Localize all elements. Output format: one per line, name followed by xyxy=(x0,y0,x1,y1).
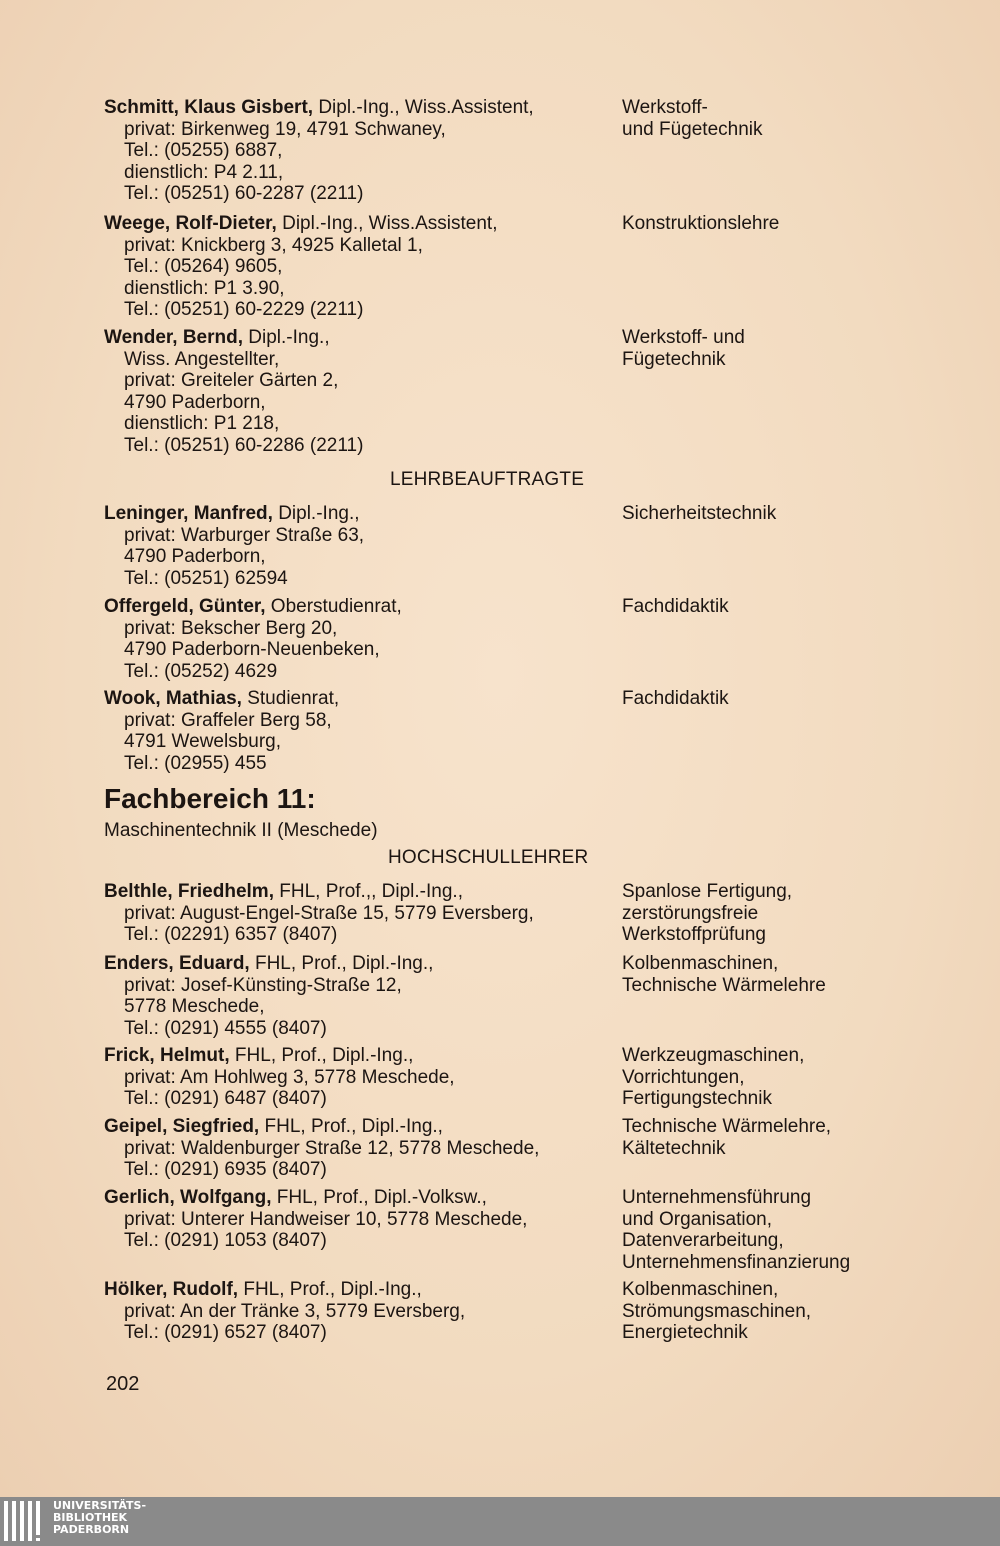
person-title: FHL, Prof., Dipl.-Ing., xyxy=(238,1279,422,1300)
person-title: Dipl.-Ing., xyxy=(243,327,330,348)
entry-line: 4791 Wewelsburg, xyxy=(124,731,282,753)
entry-field xyxy=(622,213,982,235)
entry-field xyxy=(622,1116,982,1159)
entry-details xyxy=(104,213,614,321)
person-name: Offergeld, Günter, xyxy=(104,596,266,617)
entry-line: privat: An der Tränke 3, 5779 Eversberg, xyxy=(124,1300,466,1322)
entry-field xyxy=(622,881,982,946)
person-title: FHL, Prof.,, Dipl.-Ing., xyxy=(273,881,463,902)
field-line: Kältetechnik xyxy=(622,1137,726,1159)
entry-field xyxy=(622,953,982,996)
entry-line: 5778 Meschede, xyxy=(124,996,265,1018)
entry-line: privat: August-Engel-Straße 15, 5779 Eversberg, xyxy=(124,902,534,924)
library-line-2: BIBLIOTHEK xyxy=(53,1511,128,1524)
field-line: und Fügetechnik xyxy=(622,118,763,140)
entry-field xyxy=(622,1045,982,1110)
person-name: Schmitt, Klaus Gisbert, xyxy=(104,97,314,118)
person-title: Studienrat, xyxy=(241,688,340,709)
field-line: zerstörungsfreie xyxy=(622,902,759,924)
field-line: Unternehmensführung xyxy=(622,1187,812,1208)
entry-line: dienstlich: P4 2.11, xyxy=(124,161,284,183)
library-line-3: PADERBORN xyxy=(53,1523,130,1536)
entry-field xyxy=(622,596,982,618)
entry-line: Tel.: (02955) 455 xyxy=(124,752,267,774)
entry-line: privat: Knickberg 3, 4925 Kalletal 1, xyxy=(124,234,423,256)
field-line: Fügetechnik xyxy=(622,348,726,370)
person-name: Frick, Helmut, xyxy=(104,1045,230,1066)
entry-line: Tel.: (02291) 6357 (8407) xyxy=(124,924,338,946)
person-title: FHL, Prof., Dipl.-Volksw., xyxy=(271,1187,487,1208)
field-line: Werkstoff- xyxy=(622,97,708,118)
entry-line: privat: Am Hohlweg 3, 5778 Meschede, xyxy=(124,1066,455,1088)
person-name: Weege, Rolf-Dieter, xyxy=(104,213,277,234)
field-line: Sicherheitstechnik xyxy=(622,503,777,524)
field-line: Energietechnik xyxy=(622,1322,748,1344)
entry-line: privat: Unterer Handweiser 10, 5778 Meschede, xyxy=(124,1208,528,1230)
entry-details xyxy=(104,1279,614,1344)
entry-line: privat: Waldenburger Straße 12, 5778 Meschede, xyxy=(124,1137,540,1159)
entry-line: privat: Graffeler Berg 58, xyxy=(124,709,332,731)
entry-line: Tel.: (05251) 60-2229 (2211) xyxy=(124,299,364,321)
person-name: Hölker, Rudolf, xyxy=(104,1279,239,1300)
entry-field xyxy=(622,97,982,140)
person-title: Dipl.-Ing., xyxy=(272,503,360,524)
entry-details xyxy=(104,503,614,589)
entry-field xyxy=(622,327,982,370)
entry-details xyxy=(104,1187,614,1252)
section-subtitle: Maschinentechnik II (Meschede) xyxy=(104,820,378,841)
entry-line: privat: Greiteler Gärten 2, xyxy=(124,370,339,392)
entry-field xyxy=(622,688,982,710)
entry-details xyxy=(104,688,614,774)
entry-line: Tel.: (05251) 60-2286 (2211) xyxy=(124,434,364,456)
field-line: Fachdidaktik xyxy=(622,596,729,617)
entry-details xyxy=(104,1116,614,1181)
field-line: Werkstoff- und xyxy=(622,327,745,348)
field-line: Spanlose Fertigung, xyxy=(622,881,793,902)
library-footer xyxy=(0,1497,1000,1546)
field-line: Konstruktionslehre xyxy=(622,213,780,234)
entry-line: Tel.: (05255) 6887, xyxy=(124,140,283,162)
entry-line: privat: Bekscher Berg 20, xyxy=(124,617,338,639)
entry-line: 4790 Paderborn-Neuenbeken, xyxy=(124,639,380,661)
entry-line: privat: Birkenweg 19, 4791 Schwaney, xyxy=(124,118,446,140)
entry-field xyxy=(622,503,982,525)
library-name xyxy=(53,1500,146,1536)
field-line: Kolbenmaschinen, xyxy=(622,953,779,974)
page-number: 202 xyxy=(106,1373,140,1395)
entry-line: Tel.: (05251) 62594 xyxy=(124,567,288,589)
person-name: Belthle, Friedhelm, xyxy=(104,881,274,902)
heading-hochschullehrer: HOCHSCHULLEHRER xyxy=(388,847,589,868)
entry-line: Tel.: (05252) 4629 xyxy=(124,660,278,682)
entry-line: Tel.: (0291) 6935 (8407) xyxy=(124,1159,327,1181)
person-title: Dipl.-Ing., Wiss.Assistent, xyxy=(276,213,498,234)
person-title: Dipl.-Ing., Wiss.Assistent, xyxy=(313,97,534,118)
entry-line: 4790 Paderborn, xyxy=(124,546,266,568)
entry-details xyxy=(104,97,614,205)
person-name: Geipel, Siegfried, xyxy=(104,1116,260,1137)
entry-field xyxy=(622,1279,982,1344)
field-line: und Organisation, xyxy=(622,1208,772,1230)
entry-details xyxy=(104,953,614,1039)
person-title: Oberstudienrat, xyxy=(265,596,402,617)
field-line: Technische Wärmelehre xyxy=(622,974,826,996)
entry-line: Tel.: (05251) 60-2287 (2211) xyxy=(124,183,364,205)
person-name: Wook, Mathias, xyxy=(104,688,242,709)
field-line: Strömungsmaschinen, xyxy=(622,1300,812,1322)
entry-line: dienstlich: P1 218, xyxy=(124,413,280,435)
entry-line: privat: Josef-Künsting-Straße 12, xyxy=(124,974,402,996)
field-line: Werkzeugmaschinen, xyxy=(622,1045,805,1066)
entry-details xyxy=(104,327,614,457)
entry-line: privat: Warburger Straße 63, xyxy=(124,524,365,546)
field-line: Fachdidaktik xyxy=(622,688,729,709)
field-line: Werkstoffprüfung xyxy=(622,924,766,946)
person-title: FHL, Prof., Dipl.-Ing., xyxy=(229,1045,414,1066)
person-name: Leninger, Manfred, xyxy=(104,503,273,524)
entry-line: Tel.: (0291) 4555 (8407) xyxy=(124,1017,327,1039)
heading-lehrbeauftragte: LEHRBEAUFTRAGTE xyxy=(390,469,585,490)
field-line: Technische Wärmelehre, xyxy=(622,1116,832,1137)
field-line: Kolbenmaschinen, xyxy=(622,1279,779,1300)
entry-details xyxy=(104,596,614,682)
entry-line: dienstlich: P1 3.90, xyxy=(124,277,285,299)
person-name: Wender, Bernd, xyxy=(104,327,244,348)
entry-line: Wiss. Angestellter, xyxy=(124,348,280,370)
person-name: Gerlich, Wolfgang, xyxy=(104,1187,272,1208)
person-title: FHL, Prof., Dipl.-Ing., xyxy=(259,1116,443,1137)
entry-line: 4790 Paderborn, xyxy=(124,391,266,413)
entry-field xyxy=(622,1187,982,1273)
field-line: Vorrichtungen, xyxy=(622,1066,745,1088)
entry-line: Tel.: (0291) 1053 (8407) xyxy=(124,1230,327,1252)
entry-details xyxy=(104,881,614,946)
entry-line: Tel.: (0291) 6487 (8407) xyxy=(124,1088,327,1110)
field-line: Unternehmensfinanzierung xyxy=(622,1251,851,1273)
library-logo-icon xyxy=(4,1501,46,1541)
section-title: Fachbereich 11: xyxy=(104,783,316,814)
entry-line: Tel.: (05264) 9605, xyxy=(124,256,283,278)
entry-line: Tel.: (0291) 6527 (8407) xyxy=(124,1322,327,1344)
person-name: Enders, Eduard, xyxy=(104,953,250,974)
entry-details xyxy=(104,1045,614,1110)
library-line-1: UNIVERSITÄTS- xyxy=(53,1499,147,1512)
field-line: Fertigungstechnik xyxy=(622,1088,772,1110)
person-title: FHL, Prof., Dipl.-Ing., xyxy=(249,953,434,974)
field-line: Datenverarbeitung, xyxy=(622,1230,784,1252)
